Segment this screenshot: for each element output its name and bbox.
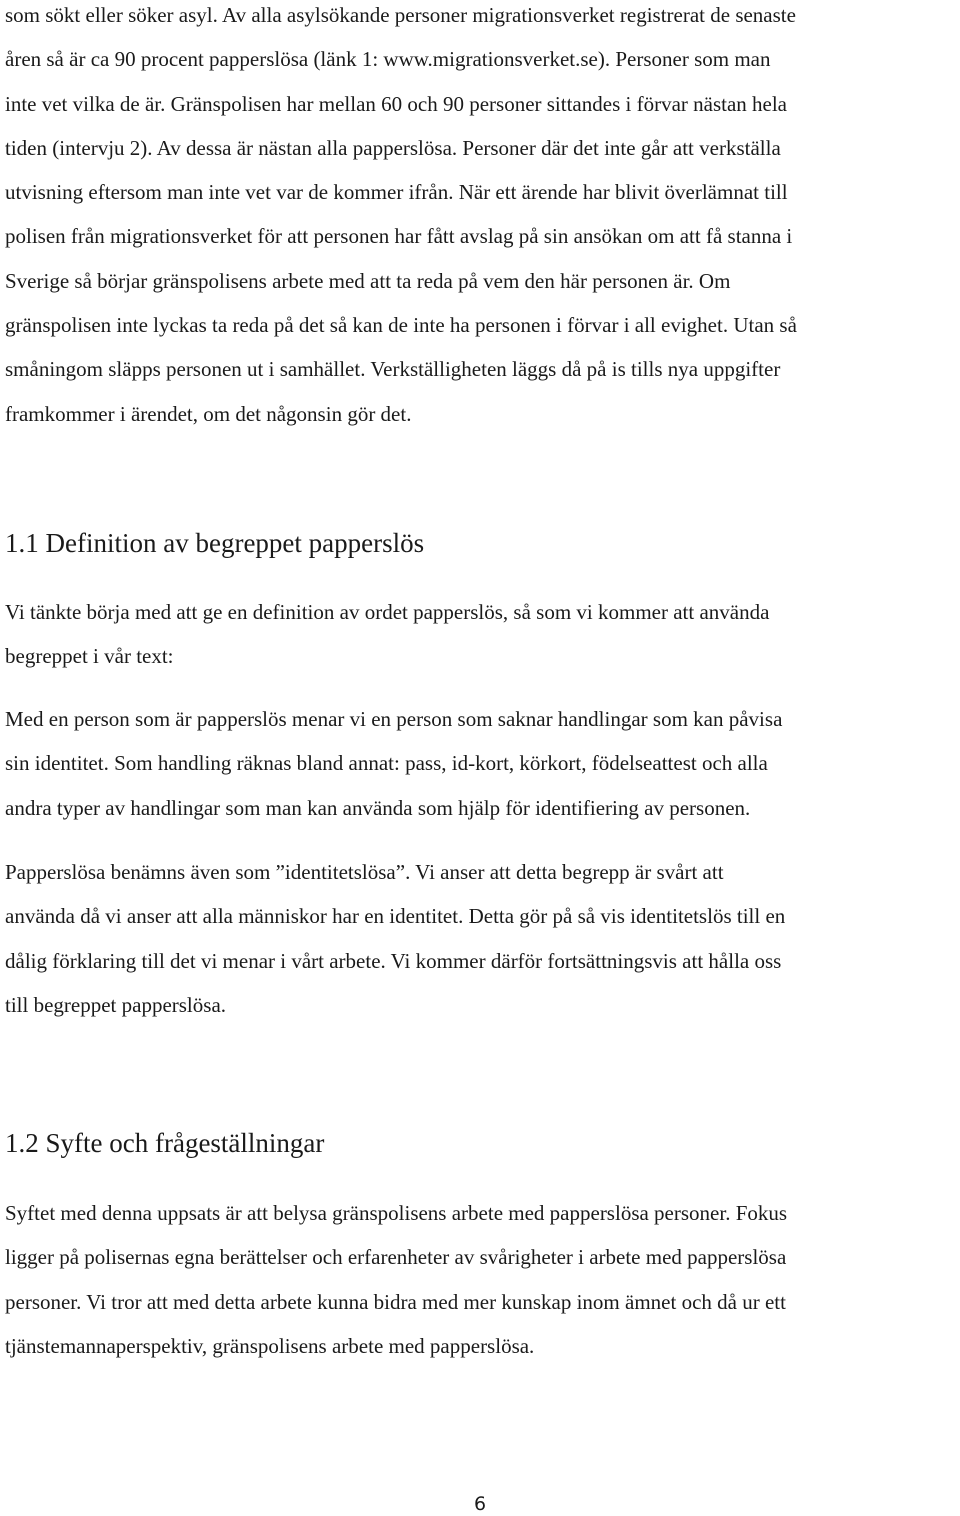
text-line: andra typer av handlingar som man kan använda som hjälp för identifiering av personen. <box>5 795 751 820</box>
text-line: tjänstemannaperspektiv, gränspolisens arbete med papperslösa. <box>5 1333 535 1358</box>
section-heading-1-2: 1.2 Syfte och frågeställningar <box>5 1128 325 1158</box>
text-line: åren så är ca 90 procent papperslösa (länk 1: www.migrationsverket.se). Personer som man <box>5 47 771 72</box>
text-line: Syftet med denna uppsats är att belysa gränspolisens arbete med papperslösa personer. Fokus <box>5 1201 788 1225</box>
text-line: polisen från migrationsverket för att personen har fått avslag på sin ansökan om att få stanna i <box>5 224 793 249</box>
text-line: som sökt eller söker asyl. Av alla asylsökande personer migrationsverket registrerat de senaste <box>5 3 796 27</box>
purpose-paragraph <box>5 1191 955 1368</box>
text-line: Vi tänkte börja med att ge en definition av ordet papperslös, så som vi kommer att använda <box>5 600 770 624</box>
text-line: gränspolisen inte lyckas ta reda på det så kan de inte ha personen i förvar i all evighet. Utan så <box>5 313 797 338</box>
text-line: begreppet i vår text: <box>5 644 174 669</box>
text-line: Papperslösa benämns även som ”identitetslösa”. Vi anser att detta begrepp är svårt att <box>5 860 724 884</box>
text-line: använda då vi anser att alla människor har en identitet. Detta gör på så vis identitetslös till en <box>5 904 786 929</box>
definition-paragraph-3 <box>5 850 955 1027</box>
text-line: inte vet vilka de är. Gränspolisen har mellan 60 och 90 personer sittandes i förvar nästan hela <box>5 91 788 116</box>
intro-paragraph <box>5 0 955 436</box>
text-line: framkommer i ärendet, om det någonsin gör det. <box>5 401 412 426</box>
text-line: dålig förklaring till det vi menar i vårt arbete. Vi kommer därför fortsättningsvis att hålla oss <box>5 948 782 973</box>
text-line: Sverige så börjar gränspolisens arbete med att ta reda på vem den här personen är. Om <box>5 268 731 293</box>
text-line: personer. Vi tror att med detta arbete kunna bidra med mer kunskap inom ämnet och då ur ett <box>5 1289 786 1314</box>
definition-paragraph-2 <box>5 697 955 830</box>
definition-paragraph-1 <box>5 590 955 679</box>
text-line: Med en person som är papperslös menar vi en person som saknar handlingar som kan påvisa <box>5 707 783 731</box>
text-line: sin identitet. Som handling räknas bland annat: pass, id-kort, körkort, födelseattest och alla <box>5 751 768 776</box>
page-number: 6 <box>473 1493 487 1515</box>
text-line: ligger på polisernas egna berättelser och erfarenheter av svårigheter i arbete med papperslösa <box>5 1245 787 1270</box>
text-line: utvisning eftersom man inte vet var de kommer ifrån. När ett ärende har blivit överlämnat till <box>5 180 788 205</box>
section-heading-1-1: 1.1 Definition av begreppet papperslös <box>5 528 425 558</box>
text-line: tiden (intervju 2). Av dessa är nästan alla papperslösa. Personer där det inte går att verkställa <box>5 135 781 160</box>
text-line: till begreppet papperslösa. <box>5 992 227 1017</box>
text-line: småningom släpps personen ut i samhället. Verkställigheten läggs då på is tills nya uppgifter <box>5 357 781 382</box>
